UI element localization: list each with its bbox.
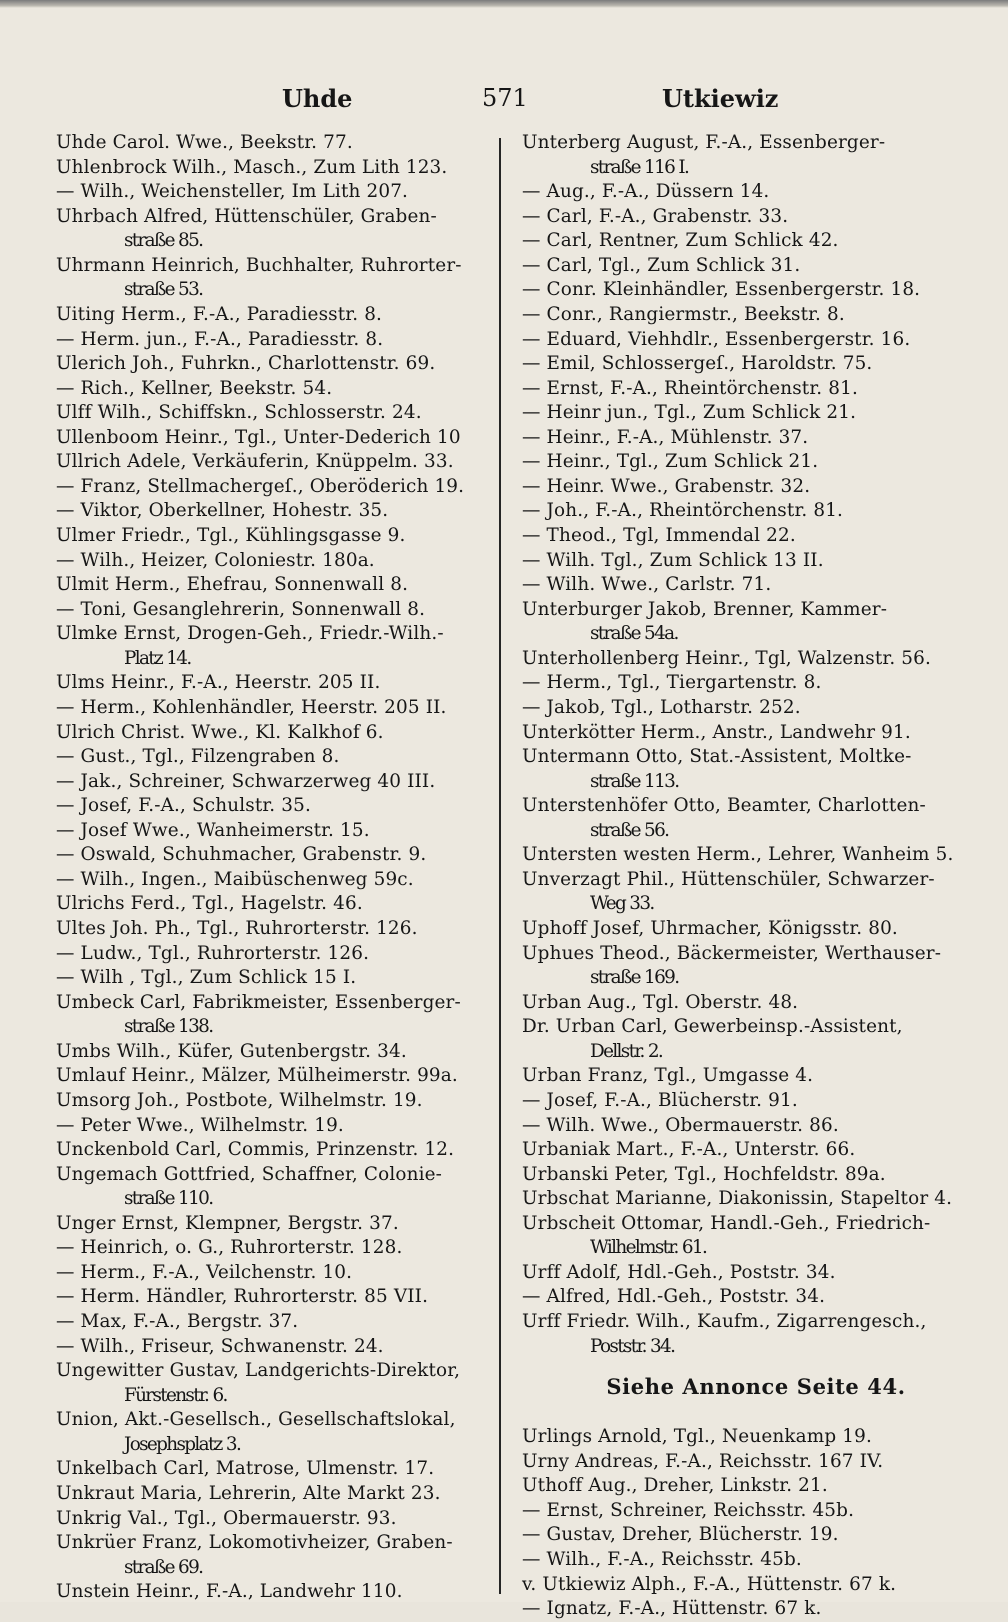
entry-text: Ungewitter Gustav, Landgerichts-Direktor,: [56, 1360, 461, 1382]
entry-text: — Herm. jun., F.-A., Paradiesstr. 8.: [56, 328, 384, 350]
entry-text: — Aug., F.-A., Düssern 14.: [522, 181, 770, 203]
right-column-entries-top: [522, 131, 960, 1359]
directory-entry: [56, 671, 492, 696]
directory-entry: [56, 1580, 492, 1605]
directory-entry: [522, 328, 960, 353]
entry-text: — Joh., F.-A., Rheintörchenstr. 81.: [522, 500, 844, 522]
entry-text: Untersten westen Herm., Lehrer, Wanheim 5.: [522, 844, 954, 866]
entry-text: — Wilh., Friseur, Schwanenstr. 24.: [56, 1335, 384, 1357]
directory-entry: [56, 1212, 492, 1237]
directory-entry: [56, 1138, 492, 1163]
entry-text: Urbscheit Ottomar, Handl.-Geh., Friedrich-: [522, 1212, 931, 1234]
directory-entry: [56, 549, 492, 574]
entry-continuation: straße 69.: [124, 1556, 203, 1578]
directory-entry: [56, 156, 492, 181]
directory-entry: [56, 1261, 492, 1286]
entry-continuation: straße 85.: [124, 230, 203, 252]
directory-entry: [522, 131, 960, 180]
entry-text: Urban Franz, Tgl., Umgasse 4.: [522, 1065, 814, 1087]
entry-text: — Heinr. Wwe., Grabenstr. 32.: [522, 475, 811, 497]
directory-entry: [522, 1212, 960, 1261]
directory-entry: [56, 352, 492, 377]
directory-entry: [522, 1548, 960, 1573]
entry-text: Ulmke Ernst, Drogen-Geh., Friedr.-Wilh.-: [56, 623, 444, 645]
entry-text: Urbaniak Mart., F.-A., Unterstr. 66.: [522, 1139, 856, 1161]
directory-entry: [522, 696, 960, 721]
directory-entry: [522, 1261, 960, 1286]
entry-text: Ullenboom Heinr., Tgl., Unter-Dederich 10: [56, 426, 461, 448]
entry-text: — Oswald, Schuhmacher, Grabenstr. 9.: [56, 844, 427, 866]
directory-entry: [522, 254, 960, 279]
directory-entry: [522, 917, 960, 942]
directory-entry: [522, 205, 960, 230]
directory-entry: [56, 401, 492, 426]
directory-entry: [522, 1064, 960, 1089]
entry-text: Uthoff Aug., Dreher, Linkstr. 21.: [522, 1475, 828, 1497]
entry-text: — Ignatz, F.-A., Hüttenstr. 67 k.: [522, 1598, 822, 1620]
entry-text: Uhlenbrock Wilh., Masch., Zum Lith 123.: [56, 156, 448, 178]
directory-entry: [522, 1597, 960, 1622]
entry-text: Umbeck Carl, Fabrikmeister, Essenberger-: [56, 991, 461, 1013]
entry-continuation: Poststr. 34.: [590, 1335, 675, 1357]
entry-continuation: Josephsplatz 3.: [124, 1433, 241, 1455]
left-column: [56, 131, 492, 1605]
directory-entry: [522, 1138, 960, 1163]
entry-text: — Wilh. Wwe., Carlstr. 71.: [522, 574, 772, 596]
directory-entry: [56, 1163, 492, 1212]
directory-entry: [522, 1499, 960, 1524]
entry-continuation: straße 54a.: [590, 623, 678, 645]
entry-text: — Josef, F.-A., Schulstr. 35.: [56, 795, 311, 817]
entry-text: Urban Aug., Tgl. Oberstr. 48.: [522, 991, 799, 1013]
entry-text: Union, Akt.-Gesellsch., Gesellschaftslokal,: [56, 1409, 456, 1431]
entry-text: Unverzagt Phil., Hüttenschüler, Schwarzer-: [522, 868, 935, 890]
directory-entry: [522, 352, 960, 377]
page-edge: [0, 0, 1008, 8]
directory-entry: [522, 499, 960, 524]
page-header: [0, 84, 1008, 118]
right-column: [522, 131, 960, 1622]
entry-text: — Gustav, Dreher, Blücherstr. 19.: [522, 1524, 839, 1546]
entry-text: — Wilh., Weichensteller, Im Lith 207.: [56, 181, 409, 203]
entry-text: Unkraut Maria, Lehrerin, Alte Markt 23.: [56, 1482, 441, 1504]
entry-continuation: Dellstr. 2.: [590, 1040, 663, 1062]
entry-continuation: straße 138.: [124, 1016, 213, 1038]
directory-entry: [56, 598, 492, 623]
entry-text: Unstein Heinr., F.-A., Landwehr 110.: [56, 1581, 403, 1603]
entry-text: Urny Andreas, F.-A., Reichsstr. 167 IV.: [522, 1450, 884, 1472]
directory-entry: [522, 1285, 960, 1310]
entry-text: — Carl, F.-A., Grabenstr. 33.: [522, 205, 789, 227]
entry-text: Uiting Herm., F.-A., Paradiesstr. 8.: [56, 303, 383, 325]
entry-text: — Herm. Händler, Ruhrorterstr. 85 VII.: [56, 1286, 429, 1308]
directory-entry: [56, 892, 492, 917]
entry-continuation: Fürstenstr. 6.: [124, 1384, 227, 1406]
entry-text: Uphues Theod., Bäckermeister, Werthauser-: [522, 942, 942, 964]
directory-entry: [522, 573, 960, 598]
entry-text: — Ernst, Schreiner, Reichsstr. 45b.: [522, 1499, 855, 1521]
entry-text: Umbs Wilh., Küfer, Gutenbergstr. 34.: [56, 1040, 407, 1062]
directory-entry: [56, 524, 492, 549]
entry-text: — Conr., Rangiermstr., Beekstr. 8.: [522, 303, 845, 325]
entry-text: Urbanski Peter, Tgl., Hochfeldstr. 89a.: [522, 1163, 886, 1185]
directory-entry: [56, 917, 492, 942]
directory-entry: [56, 622, 492, 671]
directory-entry: [522, 868, 960, 917]
entry-text: Unterburger Jakob, Brenner, Kammer-: [522, 598, 888, 620]
entry-continuation: straße 169.: [590, 967, 679, 989]
section-gap: [522, 1405, 960, 1425]
entry-text: — Toni, Gesanglehrerin, Sonnenwall 8.: [56, 598, 426, 620]
entry-text: — Josef, F.-A., Blücherstr. 91.: [522, 1089, 798, 1111]
directory-entry: [522, 794, 960, 843]
entry-text: Urff Adolf, Hdl.-Geh., Poststr. 34.: [522, 1261, 836, 1283]
entry-text: — Heinr., F.-A., Mühlenstr. 37.: [522, 426, 809, 448]
directory-entry: [56, 1531, 492, 1580]
directory-entry: [522, 942, 960, 991]
directory-entry: [56, 794, 492, 819]
directory-entry: [522, 278, 960, 303]
directory-entry: [56, 303, 492, 328]
directory-entry: [522, 598, 960, 647]
entry-text: — Carl, Tgl., Zum Schlick 31.: [522, 254, 801, 276]
entry-continuation: straße 110.: [124, 1188, 213, 1210]
directory-entry: [522, 721, 960, 746]
directory-entry: [56, 770, 492, 795]
directory-entry: [56, 966, 492, 991]
entry-text: — Wilh., Ingen., Maibüschenweg 59c.: [56, 868, 414, 890]
directory-entry: [56, 843, 492, 868]
directory-entry: [522, 303, 960, 328]
entry-text: v. Utkiewiz Alph., F.-A., Hüttenstr. 67 k.: [522, 1573, 897, 1595]
entry-text: Uhrmann Heinrich, Buchhalter, Ruhrorter-: [56, 254, 462, 276]
directory-entry: [522, 1573, 960, 1598]
entry-text: — Jak., Schreiner, Schwarzerweg 40 III.: [56, 770, 436, 792]
entry-text: Uphoff Josef, Uhrmacher, Königsstr. 80.: [522, 918, 898, 939]
entry-text: — Josef Wwe., Wanheimerstr. 15.: [56, 819, 370, 841]
directory-entry: [56, 1359, 492, 1408]
entry-text: Untermann Otto, Stat.-Assistent, Moltke-: [522, 746, 912, 768]
entry-text: Ullrich Adele, Verkäuferin, Knüppelm. 33.: [56, 451, 454, 473]
directory-entry: [522, 426, 960, 451]
entry-text: — Rich., Kellner, Beekstr. 54.: [56, 377, 333, 399]
entry-text: Ulmit Herm., Ehefrau, Sonnenwall 8.: [56, 574, 409, 596]
entry-text: Umsorg Joh., Postbote, Wilhelmstr. 19.: [56, 1089, 423, 1111]
directory-entry: [522, 745, 960, 794]
directory-entry: [56, 426, 492, 451]
directory-entry: [522, 180, 960, 205]
entry-text: Unckenbold Carl, Commis, Prinzenstr. 12.: [56, 1139, 455, 1161]
directory-entry: [56, 745, 492, 770]
entry-text: Umlauf Heinr., Mälzer, Mülheimerstr. 99a.: [56, 1065, 458, 1087]
directory-entry: [522, 229, 960, 254]
directory-entry: [522, 647, 960, 672]
entry-text: — Wilh , Tgl., Zum Schlick 15 I.: [56, 967, 357, 989]
directory-entry: [522, 1474, 960, 1499]
directory-entry: [56, 254, 492, 303]
entry-continuation: Weg 33.: [590, 893, 654, 915]
entry-text: — Gust., Tgl., Filzengraben 8.: [56, 746, 340, 768]
entry-text: — Ludw., Tgl., Ruhrorterstr. 126.: [56, 942, 370, 964]
header-first-name: Uhde: [282, 84, 353, 113]
directory-entry: [56, 377, 492, 402]
directory-entry: [56, 180, 492, 205]
entry-text: — Heinrich, o. G., Ruhrorterstr. 128.: [56, 1237, 403, 1259]
directory-entry: [522, 1310, 960, 1359]
entry-text: Unkrüer Franz, Lokomotivheizer, Graben-: [56, 1532, 453, 1554]
entry-text: Urbschat Marianne, Diakonissin, Stapeltor 4.: [522, 1188, 953, 1210]
entry-text: — Viktor, Oberkellner, Hohestr. 35.: [56, 500, 389, 522]
column-divider: [499, 138, 501, 1594]
entry-text: — Wilh. Tgl., Zum Schlick 13 II.: [522, 549, 824, 571]
directory-entry: [56, 499, 492, 524]
directory-entry: [56, 991, 492, 1040]
header-last-name: Utkiewiz: [662, 84, 779, 113]
directory-entry: [56, 1064, 492, 1089]
entry-text: Ulrich Christ. Wwe., Kl. Kalkhof 6.: [56, 721, 384, 743]
directory-entry: [522, 1163, 960, 1188]
directory-entry: [56, 328, 492, 353]
directory-entry: [56, 1335, 492, 1360]
entry-text: Unkrig Val., Tgl., Obermauerstr. 93.: [56, 1507, 397, 1529]
directory-entry: [522, 1425, 960, 1450]
directory-entry: [56, 1089, 492, 1114]
entry-text: Ulrichs Ferd., Tgl., Hagelstr. 46.: [56, 893, 363, 915]
directory-entry: [522, 1114, 960, 1139]
entry-text: Uhde Carol. Wwe., Beekstr. 77.: [56, 132, 353, 153]
directory-entry: [56, 942, 492, 967]
directory-entry: [56, 1408, 492, 1457]
directory-entry: [56, 131, 492, 156]
directory-entry: [522, 1450, 960, 1475]
entry-text: Unterstenhöfer Otto, Beamter, Charlotten-: [522, 795, 926, 817]
entry-continuation: straße 56.: [590, 819, 669, 841]
directory-entry: [522, 843, 960, 868]
directory-entry: [56, 696, 492, 721]
entry-text: — Ernst, F.-A., Rheintörchenstr. 81.: [522, 377, 858, 399]
entry-text: — Franz, Stellmachergeſ., Oberöderich 19.: [56, 475, 465, 497]
directory-entry: [56, 1457, 492, 1482]
directory-entry: [522, 524, 960, 549]
entry-text: Ulmer Friedr., Tgl., Kühlingsgasse 9.: [56, 525, 406, 546]
directory-entry: [56, 450, 492, 475]
entry-text: Unger Ernst, Klempner, Bergstr. 37.: [56, 1212, 399, 1234]
entry-text: Uhrbach Alfred, Hüttenschüler, Graben-: [56, 205, 437, 227]
entry-text: — Wilh., F.-A., Reichsstr. 45b.: [522, 1548, 802, 1570]
entry-text: Urlings Arnold, Tgl., Neuenkamp 19.: [522, 1426, 872, 1448]
entry-text: Unkelbach Carl, Matrose, Ulmenstr. 17.: [56, 1458, 435, 1480]
directory-entry: [56, 573, 492, 598]
entry-text: — Conr. Kleinhändler, Essenbergerstr. 18.: [522, 279, 921, 301]
directory-entry: [522, 1089, 960, 1114]
entry-text: — Max, F.-A., Bergstr. 37.: [56, 1311, 299, 1332]
entry-text: — Emil, Schlossergeſ., Haroldstr. 75.: [522, 353, 873, 375]
entry-continuation: straße 116 I.: [590, 156, 689, 178]
directory-entry: [522, 1015, 960, 1064]
directory-entry: [56, 1285, 492, 1310]
directory-entry: [522, 991, 960, 1016]
entry-text: — Herm., F.-A., Veilchenstr. 10.: [56, 1261, 353, 1283]
directory-entry: [522, 549, 960, 574]
entry-text: Ulms Heinr., F.-A., Heerstr. 205 II.: [56, 672, 381, 694]
directory-entry: [56, 1482, 492, 1507]
entry-text: Ungemach Gottfried, Schaffner, Colonie-: [56, 1163, 443, 1185]
right-column-entries-bottom: [522, 1425, 960, 1622]
entry-continuation: Platz 14.: [124, 647, 191, 669]
directory-entry: [56, 721, 492, 746]
entry-continuation: straße 53.: [124, 279, 203, 301]
entry-text: — Heinr., Tgl., Zum Schlick 21.: [522, 451, 819, 473]
entry-text: Ulff Wilh., Schiffskn., Schlosserstr. 24.: [56, 402, 422, 424]
entry-text: — Eduard, Viehhdlr., Essenbergerstr. 16.: [522, 328, 911, 350]
entry-continuation: straße 113.: [590, 770, 679, 792]
directory-entry: [522, 475, 960, 500]
directory-entry: [56, 868, 492, 893]
directory-entry: [56, 1310, 492, 1335]
directory-entry: [56, 1114, 492, 1139]
directory-entry: [56, 205, 492, 254]
directory-entry: [56, 1507, 492, 1532]
entry-text: — Jakob, Tgl., Lotharstr. 252.: [522, 696, 801, 718]
entry-text: Ulerich Joh., Fuhrkn., Charlottenstr. 69.: [56, 353, 436, 375]
entry-text: Ultes Joh. Ph., Tgl., Ruhrorterstr. 126.: [56, 918, 418, 939]
entry-text: — Theod., Tgl, Immendal 22.: [522, 525, 796, 546]
page-number: 571: [482, 84, 528, 112]
entry-text: Unterkötter Herm., Anstr., Landwehr 91.: [522, 721, 911, 743]
entry-text: Dr. Urban Carl, Gewerbeinsp.-Assistent,: [522, 1016, 903, 1038]
directory-entry: [522, 1523, 960, 1548]
advertisement-notice: Siehe Annonce Seite 44.: [606, 1374, 906, 1400]
entry-text: — Heinr jun., Tgl., Zum Schlick 21.: [522, 402, 857, 424]
entry-text: Urff Friedr. Wilh., Kaufm., Zigarrengesch.,: [522, 1311, 927, 1332]
entry-text: — Herm., Tgl., Tiergartenstr. 8.: [522, 672, 822, 694]
entry-text: — Wilh., Heizer, Coloniestr. 180a.: [56, 549, 375, 571]
entry-text: — Peter Wwe., Wilhelmstr. 19.: [56, 1114, 344, 1136]
directory-entry: [56, 1040, 492, 1065]
directory-entry: [522, 671, 960, 696]
directory-entry: [56, 475, 492, 500]
directory-entry: [56, 1236, 492, 1261]
directory-entry: [522, 1187, 960, 1212]
entry-text: Unterhollenberg Heinr., Tgl, Walzenstr. 56.: [522, 647, 932, 669]
entry-continuation: Wilhelmstr. 61.: [590, 1237, 707, 1259]
entry-text: — Wilh. Wwe., Obermauerstr. 86.: [522, 1114, 839, 1136]
entry-text: — Herm., Kohlenhändler, Heerstr. 205 II.: [56, 696, 447, 718]
directory-entry: [522, 401, 960, 426]
directory-entry: [522, 450, 960, 475]
entry-text: — Alfred, Hdl.-Geh., Poststr. 34.: [522, 1286, 826, 1308]
directory-entry: [56, 819, 492, 844]
entry-text: — Carl, Rentner, Zum Schlick 42.: [522, 230, 839, 252]
entry-text: Unterberg August, F.-A., Essenberger-: [522, 132, 886, 153]
directory-entry: [522, 377, 960, 402]
